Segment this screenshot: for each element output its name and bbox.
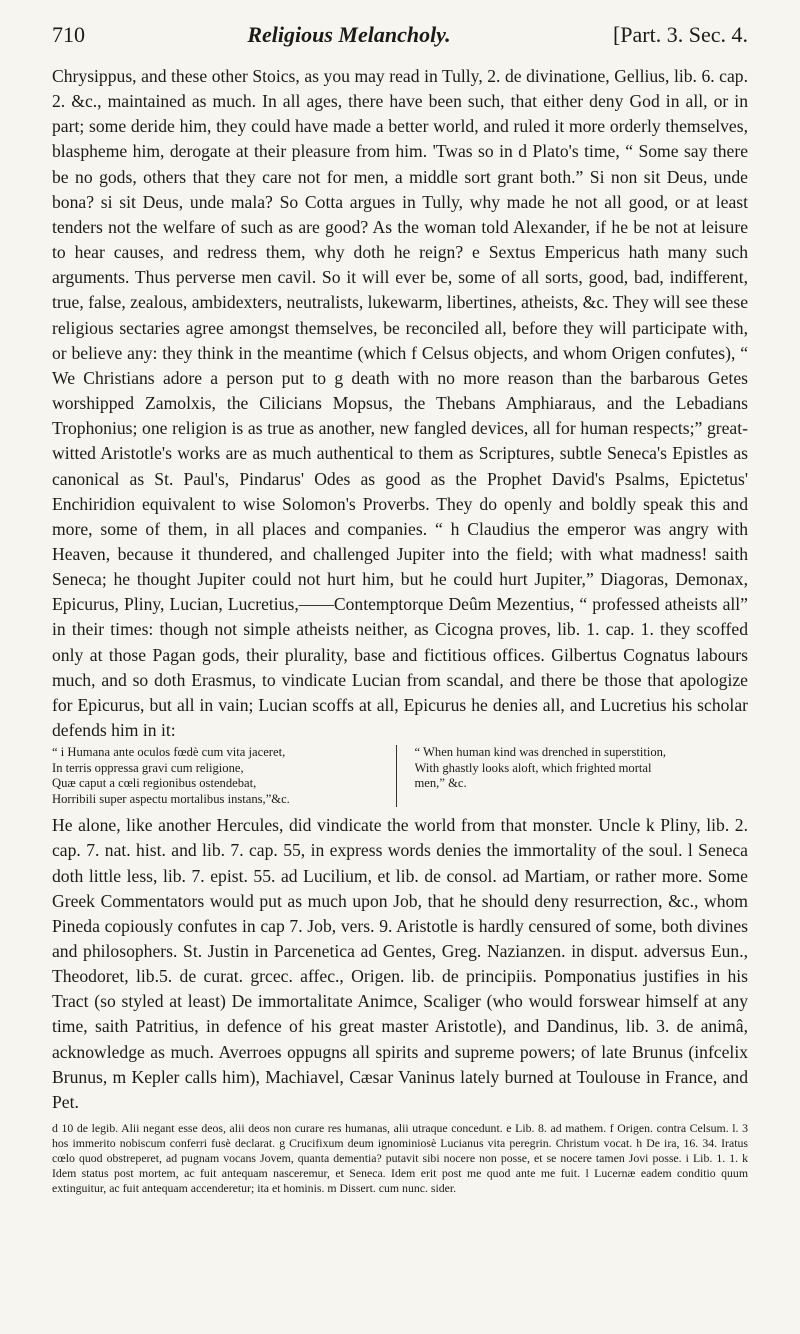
paragraph-1: Chrysippus, and these other Stoics, as you may read in Tully, 2. de divinatione, Gellius, lib. 6. cap. 2. &c., maintained as much. In all ages, there have been such, that either deny God in all, or in part; some deride him, they could have made a better world, and ruled it more orderly themselves, blaspheme him, derogate at their pleasure from him. 'Twas so in d Plato's time, “ Some say there be no gods, others that they care not for men, a middle sort grant both.” Si non sit Deus, unde bona? si sit Deus, unde mala? So Cotta argues in Tully, why made he not all good, or at least tenders not the welfare of such as are good? As the woman told Alexander, if he be not at leisure to hear causes, and redress them, why doth he reign? e Sextus Empericus hath many such arguments. Thus perverse men cavil. So it will ever be, some of all sorts, good, bad, indifferent, true, false, zealous, ambidexters, neutralists, lukewarm, libertines, atheists, &c. They will see these religious sectaries agree amongst themselves, be reconciled all, before they will participate with, or believe any: they think in the meantime (which f Celsus objects, and whom Origen confutes), “ We Christians adore a person put to g death with no more reason than the barbarous Getes worshipped Zamolxis, the Cilicians Mopsus, the Thebans Amphiaraus, and the Lebadians Trophonius; one religion is as true as another, new fangled devices, all for human respects;” great-witted Aristotle's works are as much authentical to them as Scriptures, subtle Seneca's Epistles as canonical as St. Paul's, Pindarus' Odes as good as the Prophet David's Psalms, Epictetus' Enchiridion equivalent to wise Solomon's Proverbs. They do openly and boldly speak this and more, some of them, in all places and companies. “ h Claudius the emperor was angry with Heaven, because it thundered, and challenged Jupiter into the field; with what madness! saith Seneca; he thought Jupiter could not hurt him, but he could hurt Jupiter,” Diagoras, Demonax, Epicurus, Pliny, Lucian, Lucretius,——Contemptorque Deûm Mezentius, “ professed atheists all” in their times: though not simple atheists neither, as Cicogna proves, lib. 1. cap. 1. they scoffed only at those Pagan gods, their plurality, base and fictitious offices. Gilbertus Cognatus labours much, and so doth Erasmus, to vindicate Lucian from scandal, and there be those that apologize for Epicurus, but all in vain; Lucian scoffs at all, Epicurus he denies all, and Lucretius his scholar defends him in it: <box>52 66 748 741</box>
main-text <box>52 64 748 1115</box>
verse-english <box>411 745 749 807</box>
running-title: Religious Melancholy. <box>247 22 451 47</box>
section-label: [Part. 3. Sec. 4. <box>612 22 748 47</box>
verse-english-line: With ghastly looks aloft, which frighted mortal <box>414 760 652 775</box>
verse-latin-line: Horribili super aspectu mortalibus instans,”&c. <box>52 791 290 806</box>
page-header <box>52 22 748 48</box>
verse-english-line: “ When human kind was drenched in superstition, <box>414 745 667 760</box>
verse-latin-line: Quæ caput a cœli regionibus ostendebat, <box>52 776 257 791</box>
verse-latin-line: In terris oppressa gravi cum religione, <box>52 760 244 775</box>
verse-english-line: men,” &c. <box>414 776 467 791</box>
verse-latin <box>52 745 397 807</box>
verse-latin-line: “ i Humana ante oculos fœdè cum vita jaceret, <box>52 745 286 760</box>
footnote-text: d 10 de legib. Alii negant esse deos, alii deos non curare res humanas, alii utraque concedunt. e Lib. 8. ad mathem. f Origen. contra Celsum. l. 3 hos immerito nobiscum conferri fusè declarat. g Crucifixum deum ignominiosè Lucianus vita peregrin. Christum vocat. h De ira, 16. 34. Iratus cœlo quod obstreperet, ad pugnam vocans Jovem, quanta dementia? putavit sibi nocere non posse, et se nocere tamen Jovi posse. i Lib. 1. 1. k Idem status post mortem, ac fuit antequam nasceremur, et Seneca. Idem erit post me quod ante me fuit. l Lucernæ eadem conditio quum extinguitur, ac fuit antequam accenderetur; ita et hominis. m Dissert. cum nunc. sider. <box>52 1121 748 1196</box>
verse-block <box>52 745 748 807</box>
page-number: 710 <box>52 22 85 47</box>
paragraph-2: He alone, like another Hercules, did vindicate the world from that monster. Uncle k Pliny, lib. 2. cap. 7. nat. hist. and lib. 7. cap. 55, in express words denies the immortality of the soul. l Seneca doth little less, lib. 7. epist. 55. ad Lucilium, et lib. de consol. ad Martiam, or rather more. Some Greek Commentators would put as much upon Job, that he should deny resurrection, &c., whom Pineda copiously confutes in cap 7. Job, vers. 9. Aristotle is hardly censured of some, both divines and philosophers. St. Justin in Parcenetica ad Gentes, Greg. Nazianzen. in disput. adversus Eun., Theodoret, lib.5. de curat. grcec. affec., Origen. lib. de principiis. Pomponatius justifies in his Tract (so styled at least) De immortalitate Animce, Scaliger (who would forswear himself at any time, saith Patritius, in defence of his great master Aristotle), and Dandinus, lib. 3. de animâ, acknowledge as much. Averroes oppugns all spirits and supreme powers; of late Brunus (infcelix Brunus, m Kepler calls him), Machiavel, Cæsar Vaninus lately burned at Toulouse in France, and Pet. <box>52 815 748 1112</box>
footnotes <box>52 1121 748 1196</box>
